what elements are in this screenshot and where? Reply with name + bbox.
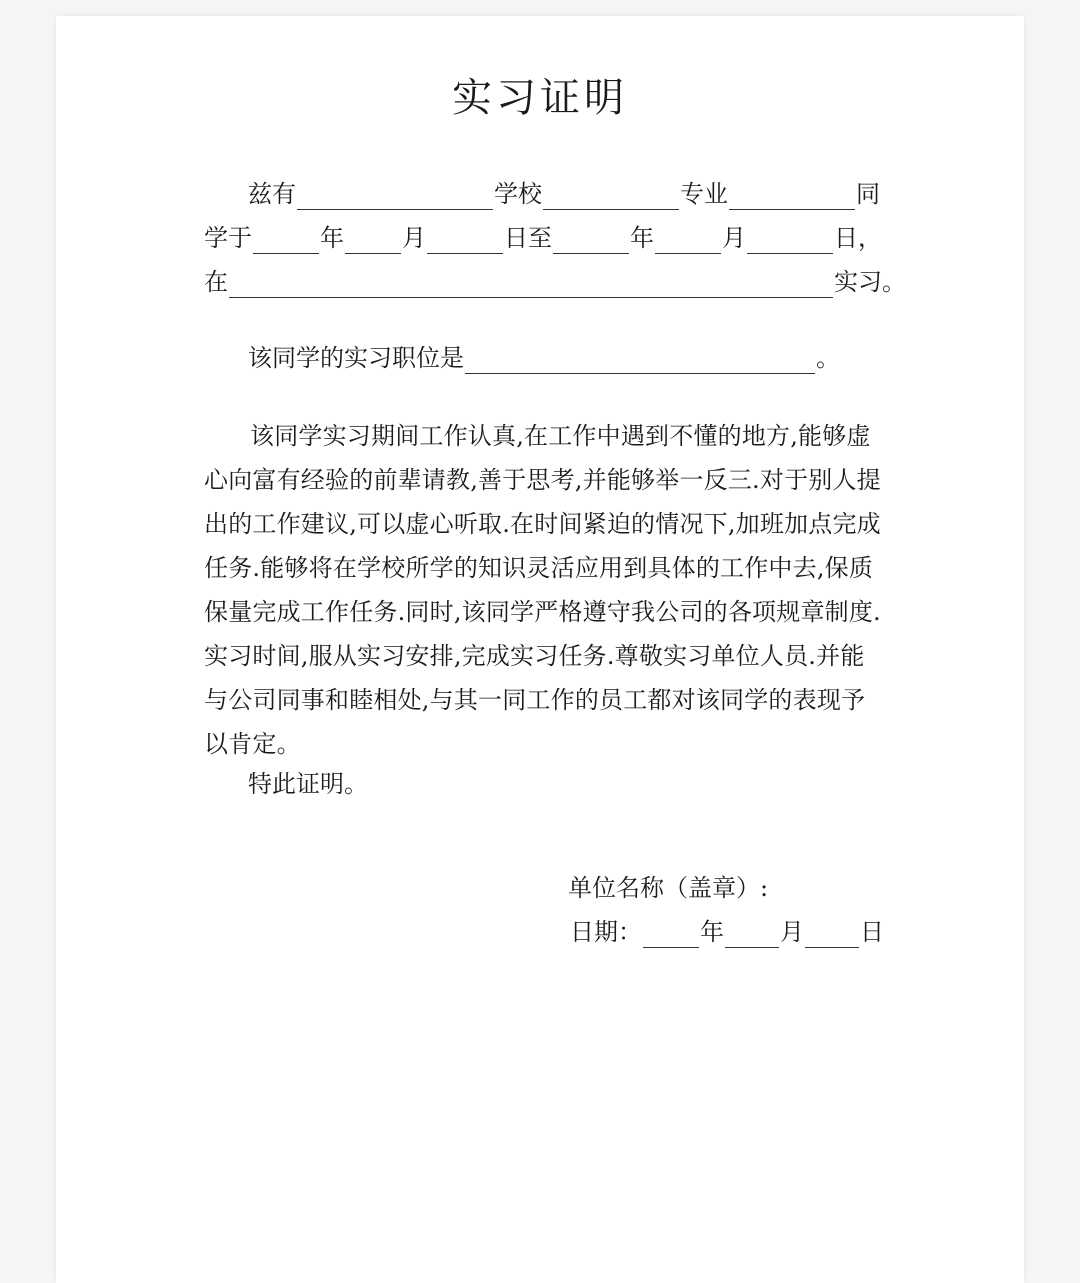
document-title: 实习证明 xyxy=(452,75,628,121)
intro-nian2: 年 xyxy=(630,224,654,252)
student-name-blank xyxy=(729,183,855,210)
intro-yue2: 月 xyxy=(722,224,746,252)
position-line xyxy=(248,342,840,374)
sign-nian: 年 xyxy=(700,918,724,946)
unit-name-label: 单位名称（盖章）: xyxy=(568,874,769,902)
company-blank xyxy=(229,271,833,298)
intro-line-3 xyxy=(204,266,906,298)
start-year-blank xyxy=(253,227,319,254)
intro-zai: 在 xyxy=(204,268,228,296)
closing-text: 特此证明。 xyxy=(248,770,368,798)
position-blank xyxy=(465,347,815,374)
start-day-blank xyxy=(427,227,503,254)
intro-shixi: 实习。 xyxy=(834,268,906,296)
end-day-blank xyxy=(747,227,833,254)
closing-line xyxy=(248,768,368,800)
document-page xyxy=(56,16,1024,1283)
intro-ziyou: 兹有 xyxy=(248,180,296,208)
end-year-blank xyxy=(553,227,629,254)
date-line xyxy=(570,916,884,948)
intro-nian1: 年 xyxy=(320,224,344,252)
sign-yue: 月 xyxy=(780,918,804,946)
intro-yue1: 月 xyxy=(402,224,426,252)
intro-zhuanye: 专业 xyxy=(680,180,728,208)
sign-year-blank xyxy=(643,921,699,948)
end-month-blank xyxy=(655,227,721,254)
intro-line-1 xyxy=(248,178,880,210)
date-label: 日期： xyxy=(570,918,642,946)
intro-rizhi: 日至 xyxy=(504,224,552,252)
intro-tong: 同 xyxy=(856,180,880,208)
major-blank xyxy=(543,183,679,210)
sign-ri: 日 xyxy=(860,918,884,946)
evaluation-paragraph: 该同学实习期间工作认真,在工作中遇到不懂的地方,能够虚心向富有经验的前辈请教,善于思考,并能够举一反三.对于别人提出的工作建议,可以虚心听取.在时间紧迫的情况下,加班加点完成任务.能够将在学校所学的知识灵活应用到具体的工作中去,保质保量完成工作任务.同时,该同学严格遵守我公司的各项规章制度.实习时间,服从实习安排,完成实习任务.尊敬实习单位人员.并能与公司同事和睦相处,与其一同工作的员工都对该同学的表现予以肯定。 xyxy=(204,422,881,758)
sign-day-blank xyxy=(805,921,859,948)
intro-ri2: 日， xyxy=(834,224,882,252)
start-month-blank xyxy=(345,227,401,254)
position-end: 。 xyxy=(816,344,840,372)
sign-month-blank xyxy=(725,921,779,948)
intro-xuexiao: 学校 xyxy=(494,180,542,208)
intro-line-2 xyxy=(204,222,882,254)
intro-xueyu: 学于 xyxy=(204,224,252,252)
school-blank xyxy=(297,183,493,210)
position-label: 该同学的实习职位是 xyxy=(248,344,464,372)
unit-name-line xyxy=(568,872,768,904)
